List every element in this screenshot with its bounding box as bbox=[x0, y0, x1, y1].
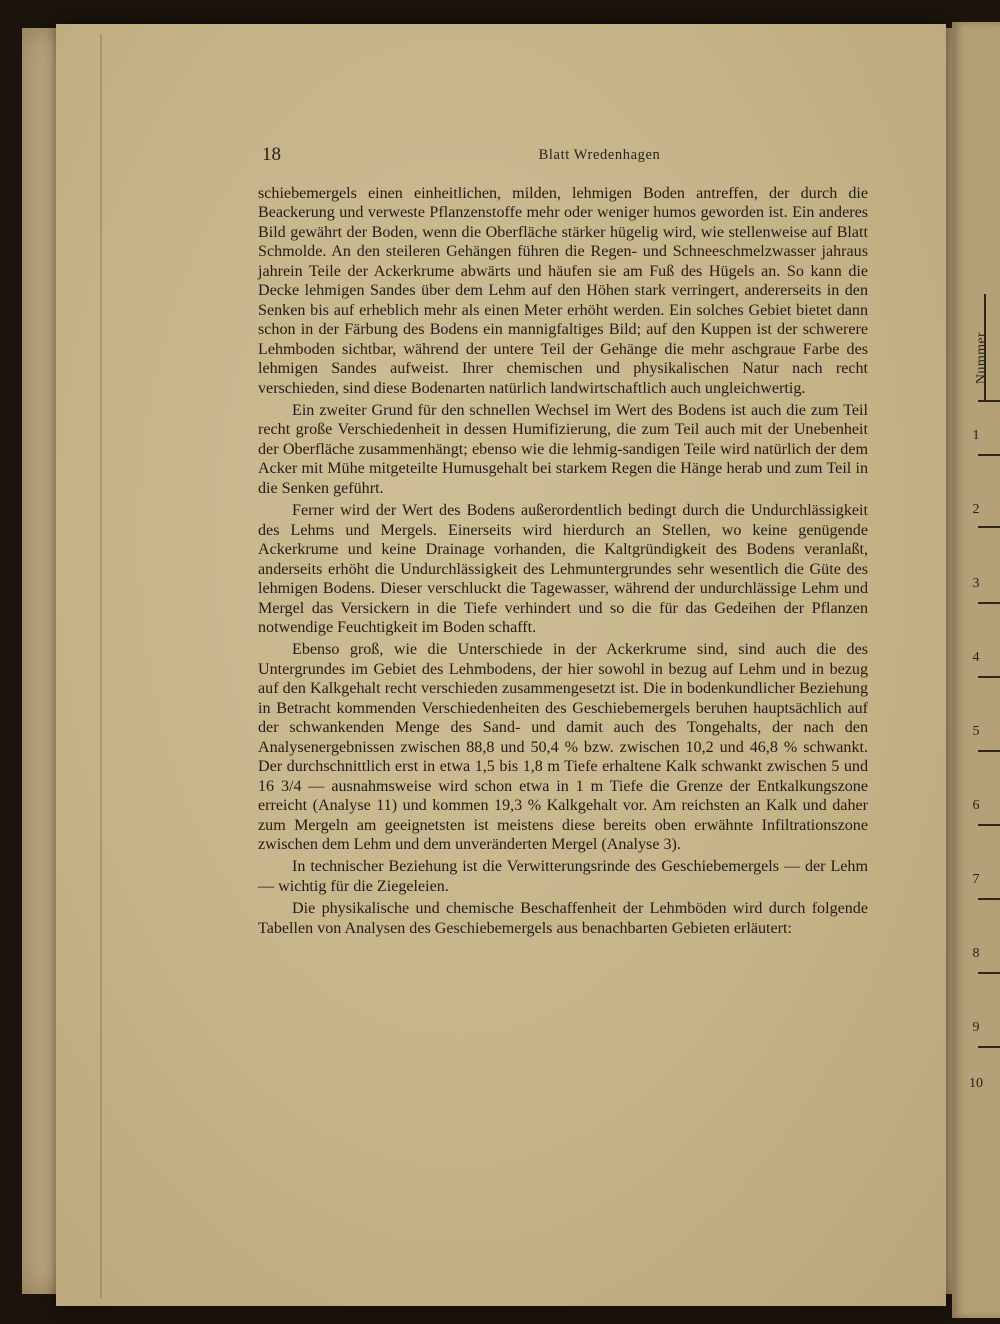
tab-heading-label: Nummer bbox=[974, 331, 989, 385]
page-header bbox=[262, 144, 867, 168]
index-tabs bbox=[952, 22, 1000, 1318]
tab-divider bbox=[978, 898, 1000, 900]
tab-number-6[interactable]: 6 bbox=[972, 798, 980, 813]
tab-heading bbox=[970, 318, 994, 398]
tab-divider bbox=[978, 750, 1000, 752]
tab-number-5[interactable]: 5 bbox=[972, 724, 980, 739]
tab-number-2[interactable]: 2 bbox=[972, 502, 980, 517]
tab-number-4[interactable]: 4 bbox=[972, 650, 980, 665]
tab-divider bbox=[978, 972, 1000, 974]
paragraph: Ferner wird der Wert des Bodens außerordentlich bedingt durch die Undurchlässigkeit des Lehms und Mergels. Einerseits wird hierdurch an Stellen, wo keine genügende Ackerkrume und keine Drainage vorhanden, die Kaltgründigkeit des Bodens veranlaßt, anderseits erhöht die Undurchlässigkeit des Lehmuntergrundes sehr wesentlich die Güte des lehmigen Bodens. Dieser verschluckt die Tagewasser, während der undurchlässige Lehm und Mergel das Versickern in die Tiefe verhindert und so die für das Gedeihen der Pflanzen notwendige Feuchtigkeit im Boden schafft. bbox=[258, 502, 868, 636]
paragraph: In technischer Beziehung ist die Verwitterungsrinde des Geschiebemergels — der Lehm — wichtig für die Ziegeleien. bbox=[258, 858, 868, 895]
tab-divider bbox=[978, 824, 1000, 826]
running-title: Blatt Wredenhagen bbox=[538, 147, 661, 163]
tab-number-3[interactable]: 3 bbox=[972, 576, 980, 591]
tab-number-7[interactable]: 7 bbox=[972, 872, 980, 887]
tab-divider bbox=[978, 602, 1000, 604]
tab-divider bbox=[978, 1046, 1000, 1048]
tab-divider bbox=[978, 526, 1000, 528]
tab-divider bbox=[978, 400, 1000, 402]
tab-number-9[interactable]: 9 bbox=[972, 1020, 980, 1035]
tab-number-1[interactable]: 1 bbox=[972, 428, 980, 443]
paragraph: schiebemergels einen einheitlichen, milden, lehmigen Boden antreffen, der durch die Beackerung und verweste Pflanzenstoffe mehr oder weniger humos geworden ist. Ein anderes Bild gewährt der Boden, wenn die Oberfläche stärker hügelig wird, wie stellenweise auf Blatt Schmolde. An den steileren Gehängen führen die Regen- und Schneeschmelzwasser jahraus jahrein Teile der Ackerkrume abwärts und häufen sie am Fuß des Hügels an. So kann die Decke lehmigen Sandes über dem Lehm auf den Höhen stark verringert, andererseits in den Senken bis auf erheblich mehr als einen Meter erhöht werden. Ein solches Gebiet bietet dann schon in der Färbung des Bodens ein mannigfaltiges Bild; auf den Kuppen ist der schwerere Lehmboden sichtbar, während der untere Teil der Gehänge die mehr aschgraue Farbe des lehmigen Sandes aufweist. Ihrer chemischen und physikalischen Natur nach recht verschieden, sind diese Bodenarten natürlich landwirtschaftlich auch ungleichwertig. bbox=[258, 185, 868, 397]
tab-divider bbox=[978, 454, 1000, 456]
tab-divider bbox=[978, 676, 1000, 678]
page-fold-line bbox=[100, 34, 102, 1298]
paragraph: Ein zweiter Grund für den schnellen Wechsel im Wert des Bodens ist auch die zum Teil recht große Verschiedenheit in dessen Humifizierung, die zum Teil auch mit der Unebenheit der Oberfläche zusammenhängt; ebenso wie die lehmig-sandigen Teile wird natürlich der dem Acker mit Mühe mitgeteilte Humusgehalt bei starkem Regen die Hänge herab und zum Teil in die Senken geführt. bbox=[258, 401, 868, 497]
tab-number-8[interactable]: 8 bbox=[972, 946, 980, 961]
tab-number-10[interactable]: 10 bbox=[969, 1076, 983, 1091]
paragraph: Ebenso groß, wie die Unterschiede in der Ackerkrume sind, sind auch die des Untergrundes im Gebiet des Lehmbodens, der hier sowohl in bezug auf Lehm und in bezug auf den Kalkgehalt recht verschieden zusammengesetzt ist. Die in bodenkundlicher Beziehung in Betracht kommenden Verschiedenheiten des Geschiebemergels beruhen hauptsächlich auf der schwankenden Menge des Sand- und damit auch des Tongehalts, der nach den Analysenergebnissen zwischen 88,8 und 50,4 % bzw. zwischen 10,2 und 46,8 % schwankt. Der durchschnittlich erst in etwa 1,5 bis 1,8 m Tiefe erhaltene Kalk schwankt zwischen 5 und 16 3/4 — ausnahmsweise wird schon etwa in 1 m Tiefe die Grenze der Entkalkungszone erreicht (Analyse 11) und kommen 19,3 % Kalkgehalt vor. Am reichsten an Kalk und daher zum Mergeln am geeignetsten ist meistens diese bereits oben erwähnte Infiltrationszone zwischen dem Lehm und dem unveränderten Mergel (Analyse 3). bbox=[258, 641, 868, 853]
page-number: 18 bbox=[262, 144, 281, 165]
body-text bbox=[258, 184, 868, 941]
paragraph: Die physikalische und chemische Beschaffenheit der Lehmböden wird durch folgende Tabellen von Analysen des Geschiebemergels aus benachbarten Gebieten erläutert: bbox=[258, 900, 868, 937]
